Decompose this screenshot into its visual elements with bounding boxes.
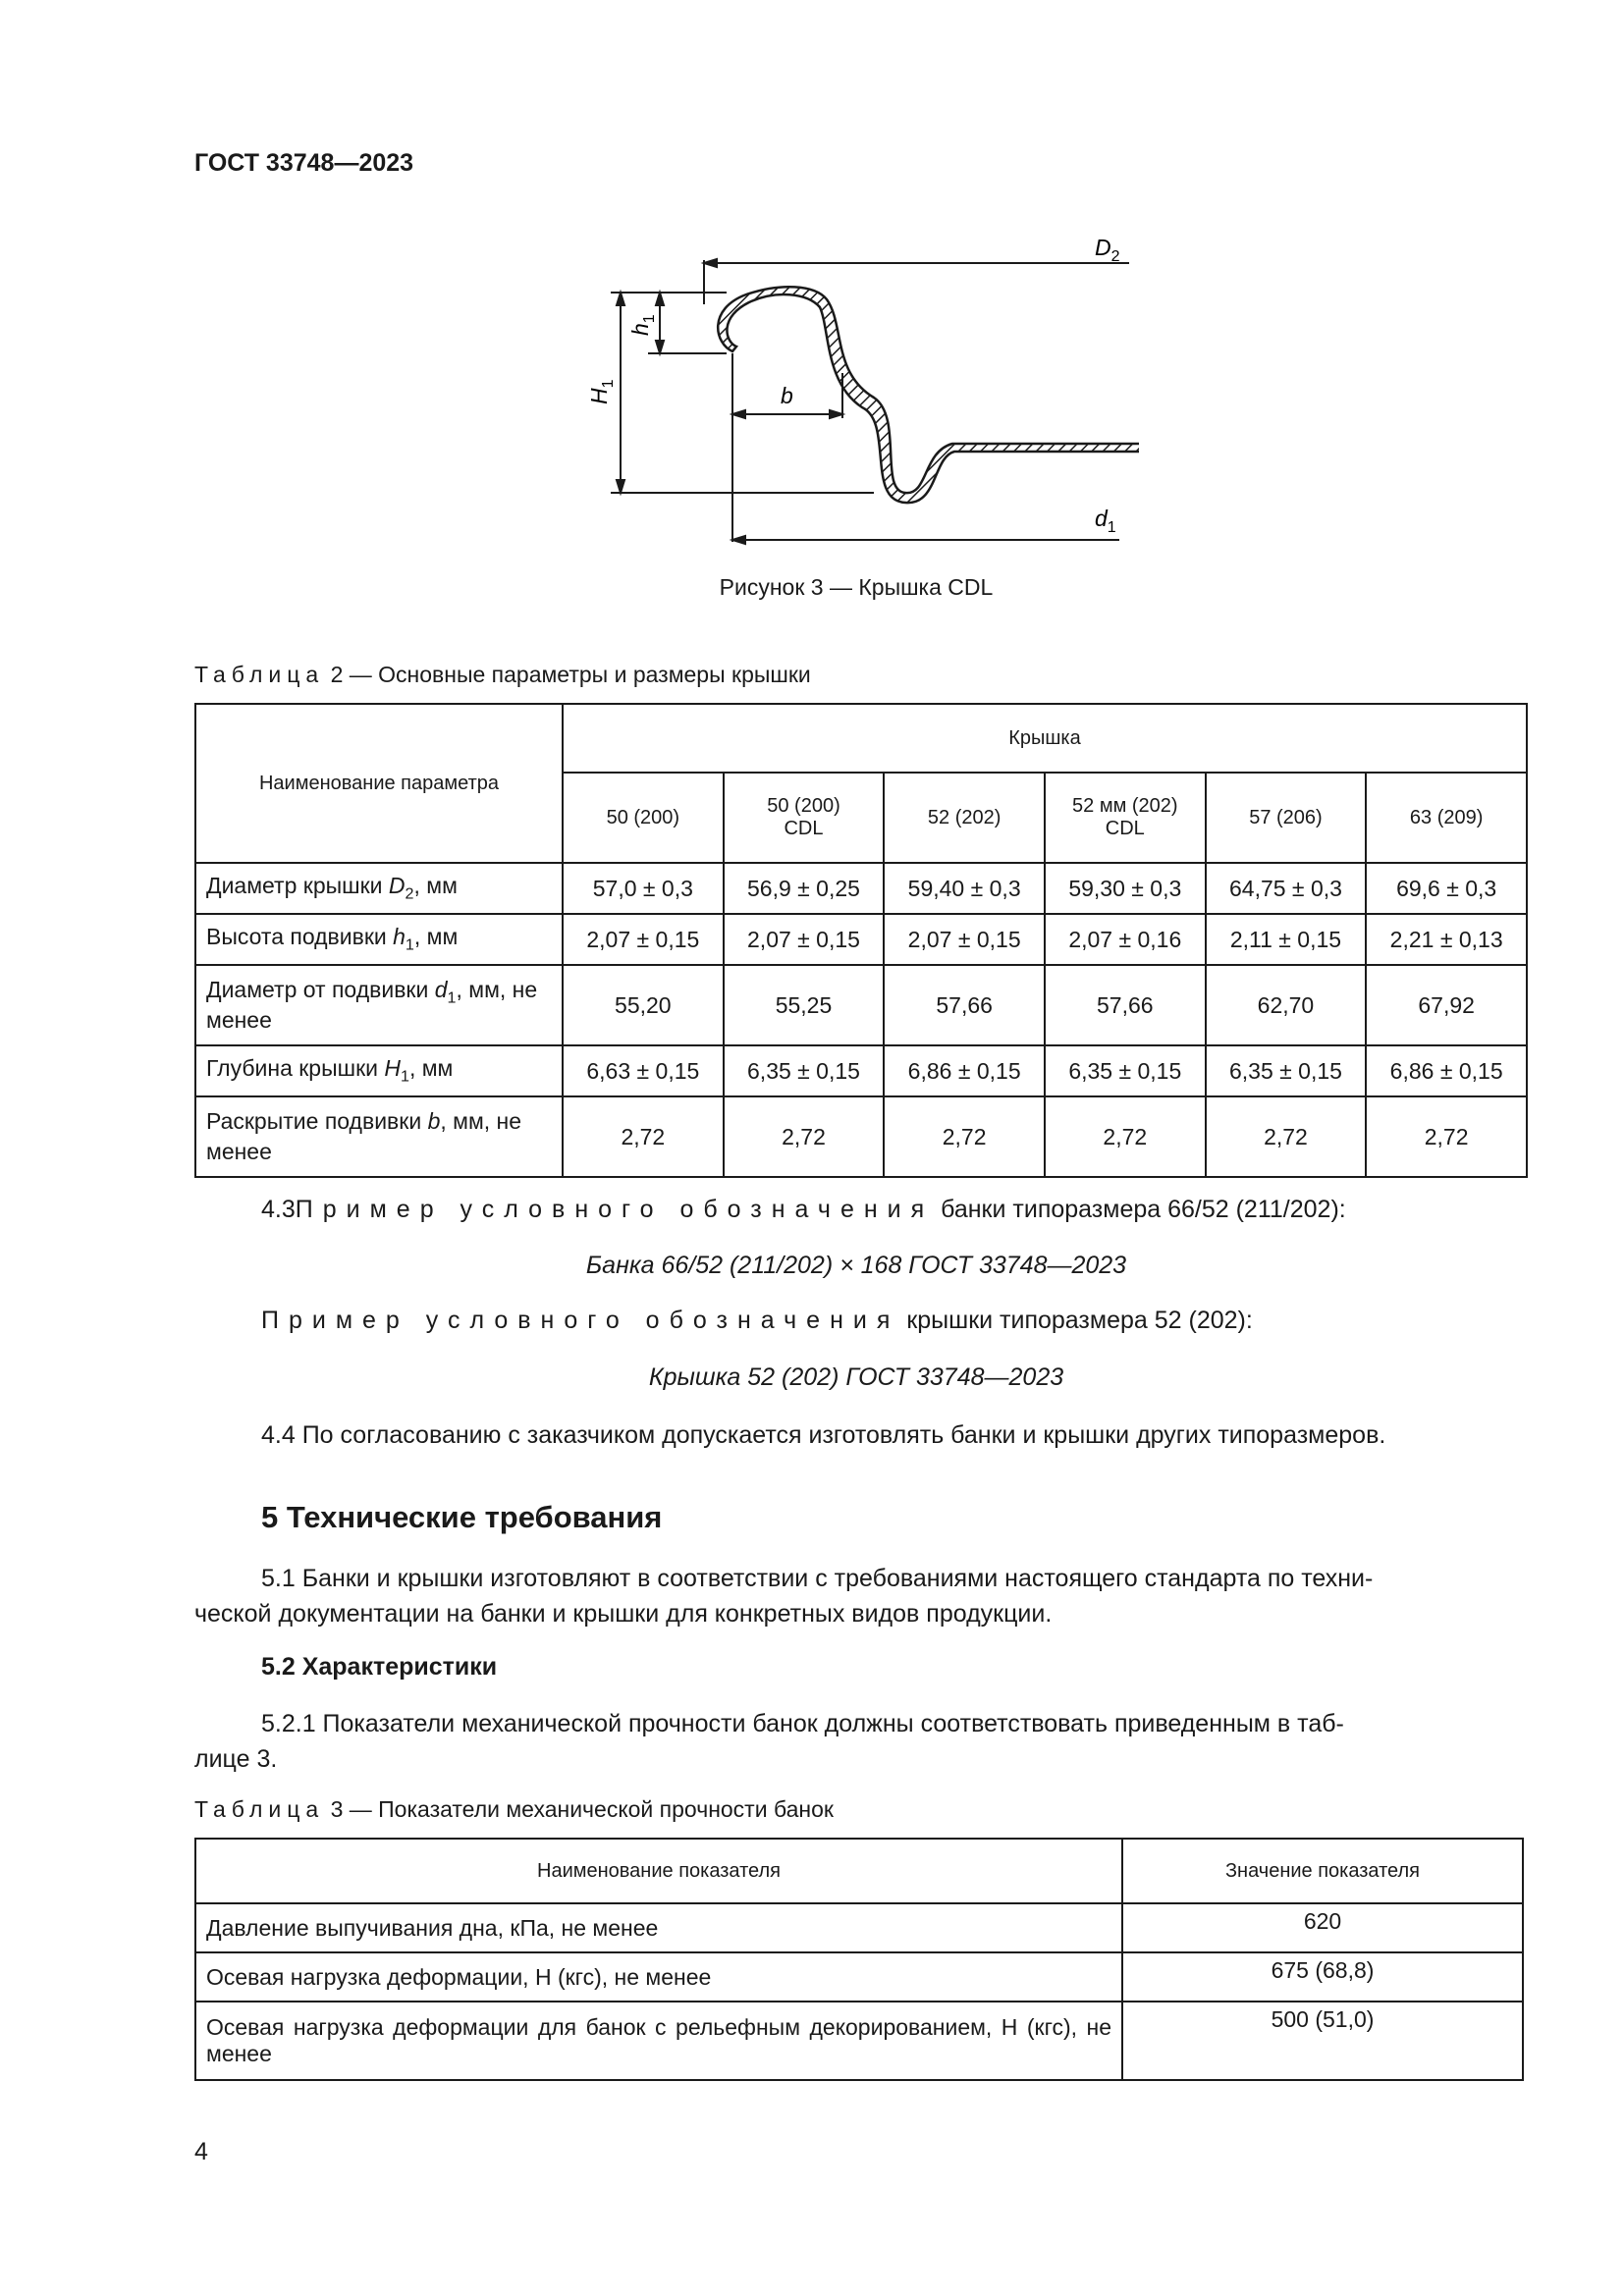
param-value-cell: 67,92 [1366, 965, 1527, 1045]
param-value-cell: 6,86 ± 0,15 [884, 1045, 1045, 1096]
param-value-cell: 2,72 [563, 1096, 724, 1177]
table-row [195, 1952, 1523, 2002]
section-5-heading: 5 Технические требования [261, 1500, 663, 1534]
lid-cdl-drawing [550, 226, 1139, 560]
param-value-cell: 69,6 ± 0,3 [1366, 863, 1527, 914]
svg-text:h1: $h_1$ [627, 314, 658, 336]
lid-size-column-header: 52 (202) [884, 773, 1045, 863]
indicator-value-header: Значение показателя [1122, 1839, 1523, 1903]
table-row [195, 863, 1527, 914]
para-5-2-1-line2: лице 3. [194, 1745, 278, 1773]
table3-caption: Таблица 3 — Показатели механической прочности банок [194, 1796, 834, 1822]
para-4-4: 4.4 По согласованию с заказчиком допускается изготовлять банки и крышки других типоразмеров. [261, 1421, 1386, 1449]
param-value-cell: 2,07 ± 0,15 [563, 914, 724, 965]
svg-text:d1: $d_1$ [1095, 506, 1116, 536]
param-value-cell: 2,07 ± 0,15 [724, 914, 885, 965]
param-name-header: Наименование параметра [195, 704, 563, 863]
param-name-cell: Раскрытие подвивки b, мм, не менее [195, 1096, 563, 1177]
param-value-cell: 57,66 [884, 965, 1045, 1045]
param-value-cell: 2,72 [1045, 1096, 1206, 1177]
lid-size-column-header: 57 (206) [1206, 773, 1367, 863]
example-can-designation: Банка 66/52 (211/202) × 168 ГОСТ 33748—2023 [585, 1252, 1127, 1279]
param-value-cell: 2,07 ± 0,15 [884, 914, 1045, 965]
indicator-name-header: Наименование показателя [195, 1839, 1122, 1903]
param-value-cell: 62,70 [1206, 965, 1367, 1045]
param-value-cell: 59,30 ± 0,3 [1045, 863, 1206, 914]
param-value-cell: 6,35 ± 0,15 [1206, 1045, 1367, 1096]
lid-size-column-header: 52 мм (202) CDL [1045, 773, 1206, 863]
indicator-name-cell: Осевая нагрузка деформации для банок с рельефным декорированием, Н (кгс), не менее [195, 2002, 1122, 2080]
section-5-2-heading: 5.2 Характеристики [261, 1653, 498, 1681]
mechanical-strength-table [194, 1838, 1524, 2081]
indicator-name-cell: Осевая нагрузка деформации, Н (кгс), не менее [195, 1952, 1122, 2002]
table-row [195, 1903, 1523, 1952]
param-name-cell: Диаметр от подвивки $d_1$, мм, не менее [195, 965, 563, 1045]
param-value-cell: 56,9 ± 0,25 [724, 863, 885, 914]
param-value-cell: 64,75 ± 0,3 [1206, 863, 1367, 914]
figure-caption: Рисунок 3 — Крышка CDL [719, 574, 994, 600]
param-value-cell: 2,72 [724, 1096, 885, 1177]
para-example-lid: Пример условного обозначения крышки типоразмера 52 (202): [261, 1307, 1253, 1334]
param-value-cell: 2,11 ± 0,15 [1206, 914, 1367, 965]
table-row [195, 1096, 1527, 1177]
param-name-cell: Диаметр крышки $D_2$, мм [195, 863, 563, 914]
param-value-cell: 6,35 ± 0,15 [1045, 1045, 1206, 1096]
page-number: 4 [194, 2138, 208, 2165]
indicator-name-cell: Давление выпучивания дна, кПа, не менее [195, 1903, 1122, 1952]
param-value-cell: 55,20 [563, 965, 724, 1045]
lid-parameters-table [194, 703, 1528, 1178]
svg-text:b: b [781, 383, 793, 408]
table2-caption: Таблица 2 — Основные параметры и размеры крышки [194, 662, 811, 687]
param-value-cell: 6,86 ± 0,15 [1366, 1045, 1527, 1096]
indicator-value-cell: 500 (51,0) [1122, 2002, 1523, 2080]
table-row [195, 2002, 1523, 2080]
indicator-value-cell: 620 [1122, 1903, 1523, 1952]
param-name-cell: Высота подвивки $h_1$, мм [195, 914, 563, 965]
para-5-2-1-line1: 5.2.1 Показатели механической прочности банок должны соответствовать приведенным в таб- [261, 1710, 1344, 1737]
lid-size-column-header: 50 (200) [563, 773, 724, 863]
table-row [195, 965, 1527, 1045]
svg-text:D2: $D_2$ [1095, 235, 1120, 265]
example-lid-designation: Крышка 52 (202) ГОСТ 33748—2023 [648, 1363, 1064, 1391]
param-value-cell: 2,07 ± 0,16 [1045, 914, 1206, 965]
param-value-cell: 6,63 ± 0,15 [563, 1045, 724, 1096]
param-value-cell: 2,21 ± 0,13 [1366, 914, 1527, 965]
param-value-cell: 57,66 [1045, 965, 1206, 1045]
lid-group-header: Крышка [563, 704, 1527, 773]
table-row [195, 1045, 1527, 1096]
indicator-value-cell: 675 (68,8) [1122, 1952, 1523, 2002]
param-name-cell: Глубина крышки $H_1$, мм [195, 1045, 563, 1096]
param-value-cell: 59,40 ± 0,3 [884, 863, 1045, 914]
param-value-cell: 6,35 ± 0,15 [724, 1045, 885, 1096]
lid-size-column-header: 63 (209) [1366, 773, 1527, 863]
document-id-header: ГОСТ 33748—2023 [194, 149, 414, 177]
param-value-cell: 57,0 ± 0,3 [563, 863, 724, 914]
param-value-cell: 2,72 [1206, 1096, 1367, 1177]
table-row [195, 914, 1527, 965]
param-value-cell: 2,72 [1366, 1096, 1527, 1177]
para-5-1-line2: ческой документации на банки и крышки для конкретных видов продукции. [194, 1600, 1053, 1628]
lid-size-column-header: 50 (200) CDL [724, 773, 885, 863]
para-5-1-line1: 5.1 Банки и крышки изготовляют в соответствии с требованиями настоящего стандарта по техни- [261, 1565, 1374, 1592]
param-value-cell: 2,72 [884, 1096, 1045, 1177]
param-value-cell: 55,25 [724, 965, 885, 1045]
para-4-3: 4.3Пример условного обозначения банки типоразмера 66/52 (211/202): [261, 1196, 1346, 1223]
svg-text:H1: $H_1$ [586, 379, 617, 404]
